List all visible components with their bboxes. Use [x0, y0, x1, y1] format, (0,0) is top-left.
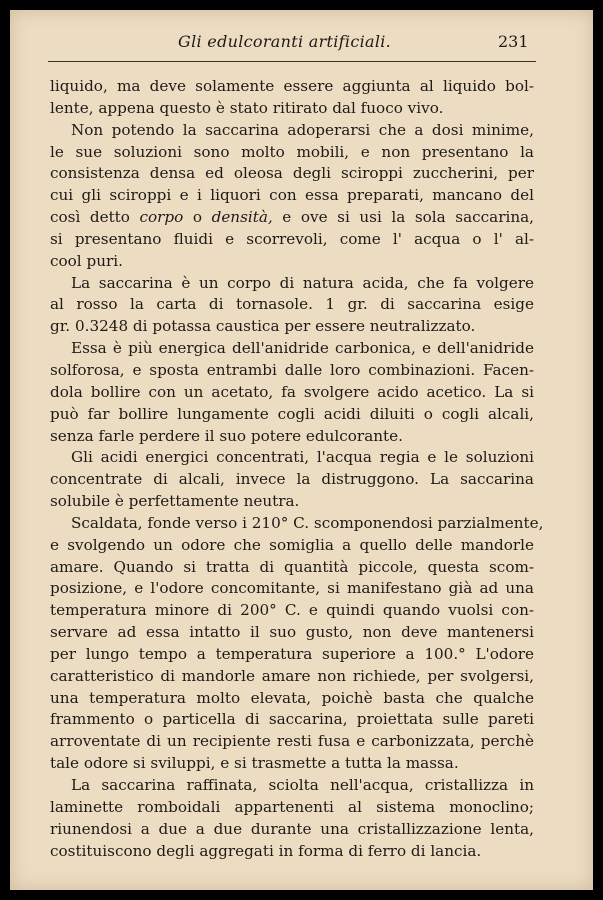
- text-fragment: e ove si usi la sola saccarina,: [272, 208, 534, 227]
- text-line: si presentano fluidi e scorrevoli, come l' acqua o l' al-: [50, 229, 534, 248]
- text-line: posizione, e l'odore concomitante, si manifestano già ad una: [50, 579, 534, 598]
- text-line: servare ad essa intatto il suo gusto, non deve mantenersi: [50, 623, 534, 642]
- text-line: e svolgendo un odore che somiglia a quello delle mandorle: [50, 535, 534, 554]
- text-line: gr. 0.3248 di potassa caustica per essere neutralizzato.: [50, 317, 476, 336]
- text-line: costituiscono degli aggregati in forma di ferro di lancia.: [50, 841, 482, 860]
- text-line: solubile è perfettamente neutra.: [50, 492, 300, 511]
- text-line: al rosso la carta di tornasole. 1 gr. di saccarina esige: [50, 295, 534, 314]
- text-line: cui gli sciroppi e i liquori con essa preparati, mancano del: [50, 186, 534, 205]
- text-line: [50, 207, 534, 229]
- text-line: Essa è più energica dell'anidride carbonica, e dell'anidride: [71, 339, 534, 358]
- text-line: le sue soluzioni sono molto mobili, e non presentano la: [50, 142, 534, 161]
- text-line: La saccarina raffinata, sciolta nell'acqua, cristallizza in: [71, 776, 534, 794]
- text-line: Non potendo la saccarina adoperarsi che a dosi minime,: [71, 120, 534, 139]
- header-rule: [48, 61, 536, 62]
- text-line: per lungo tempo a temperatura superiore a 100.° L'odore: [50, 644, 534, 663]
- text-line: una temperatura molto elevata, poichè basta che qualche: [50, 688, 534, 707]
- text-line: Gli acidi energici concentrati, l'acqua regia e le soluzioni: [71, 448, 534, 467]
- text-fragment: così detto: [50, 208, 140, 227]
- text-line: consistenza densa ed oleosa degli sciroppi zuccherini, per: [50, 164, 534, 183]
- book-page: [10, 10, 593, 890]
- text-line: riunendosi a due a due durante una cristallizzazione lenta,: [50, 819, 534, 838]
- text-fragment: o: [183, 208, 212, 227]
- text-line: amare. Quando si tratta di quantità piccole, questa scom-: [50, 557, 534, 576]
- text-line: cool puri.: [50, 251, 123, 270]
- text-line: dola bollire con un acetato, fa svolgere acido acetico. La si: [50, 382, 534, 401]
- text-line: frammento o particella di saccarina, proiettata sulle pareti: [50, 710, 534, 729]
- italic-term: densità,: [211, 208, 273, 227]
- body-text: [50, 76, 544, 862]
- text-line: temperatura minore di 200° C. e quindi quando vuolsi con-: [50, 601, 534, 620]
- text-line: laminette romboidali appartenenti al sistema monoclino;: [50, 797, 534, 816]
- page-number: 231: [498, 32, 529, 51]
- text-line: liquido, ma deve solamente essere aggiunta al liquido bol-: [50, 77, 534, 95]
- text-line: Scaldata, fonde verso i 210° C. scomponendosi parzialmente,: [71, 513, 544, 532]
- page-header: [10, 32, 593, 62]
- text-line: senza farle perdere il suo potere edulcorante.: [50, 426, 403, 445]
- running-title: Gli edulcoranti artificiali.: [178, 32, 392, 51]
- text-line: caratteristico di mandorle amare non richiede, per svolgersi,: [50, 666, 534, 685]
- text-line: La saccarina è un corpo di natura acida, che fa volgere: [71, 273, 534, 292]
- text-line: lente, appena questo è stato ritirato dal fuoco vivo.: [50, 98, 444, 117]
- text-line: tale odore si sviluppi, e si trasmette a tutta la massa.: [50, 754, 459, 773]
- text-line: concentrate di alcali, invece la distruggono. La saccarina: [50, 470, 534, 489]
- italic-term: corpo: [139, 208, 184, 227]
- text-line: arroventate di un recipiente resti fusa e carbonizzata, perchè: [50, 732, 534, 751]
- text-line: solforosa, e sposta entrambi dalle loro combinazioni. Facen-: [50, 360, 534, 379]
- text-line: può far bollire lungamente cogli acidi diluiti o cogli alcali,: [50, 404, 534, 423]
